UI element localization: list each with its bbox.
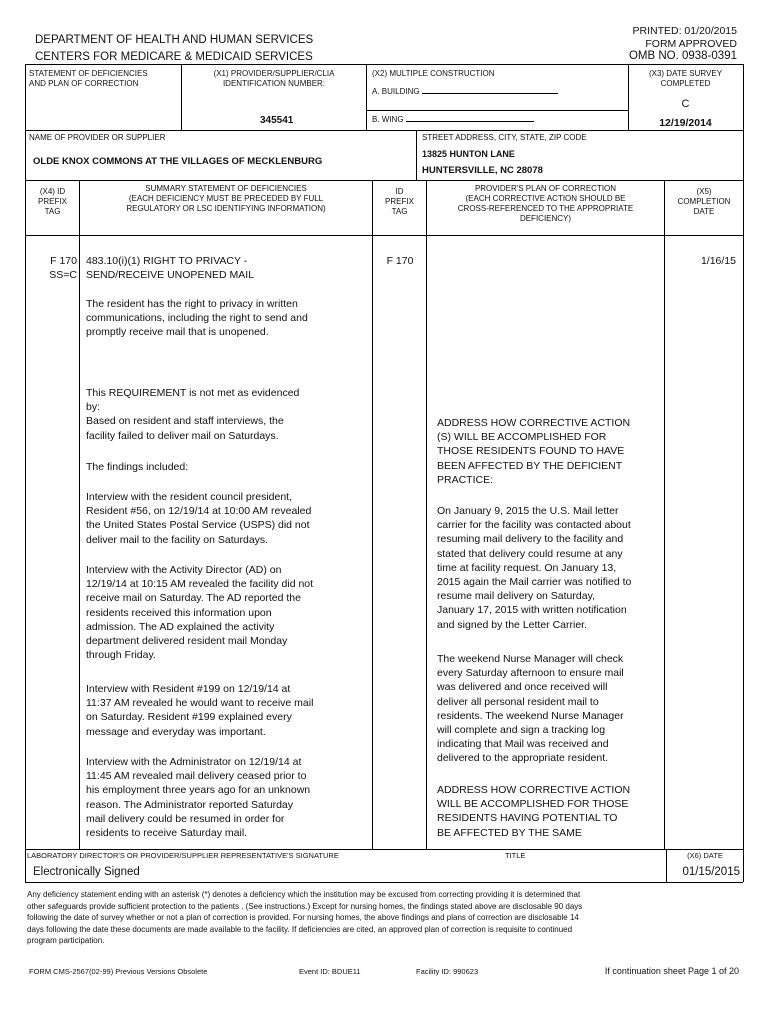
printed-date: PRINTED: 01/20/2015 (632, 25, 737, 37)
plan-para-4: ADDRESS HOW CORRECTIVE ACTION WILL BE ACCOMPLISHED FOR THOSE RESIDENTS HAVING POTENTIAL TO BE AFFECTED BY THE SAME (437, 784, 631, 839)
rule-top (25, 64, 743, 65)
survey-code: C (681, 98, 690, 110)
summary-para-4: Interview with the resident council president, Resident #56, on 12/19/14 at 10:00 AM revealed the United States Postal Service (USPS) did not deliver mail to the facility on Saturdays. (86, 491, 312, 546)
wing-field: B. WING (372, 115, 534, 125)
completion-date: 1/16/15 (700, 255, 736, 267)
rule-address (416, 130, 417, 180)
rule-col-id (426, 180, 427, 849)
plan-para-1: ADDRESS HOW CORRECTIVE ACTION (S) WILL BE ACCOMPLISHED FOR THOSE RESIDENTS FOUND TO HAVE BEEN AFFECTED BY THE DEFICIENT PRACTICE: (437, 417, 631, 486)
survey-completed-label: (X3) DATE SURVEY COMPLETED (648, 69, 723, 88)
summary-para-3: The findings included: (86, 461, 189, 473)
summary-para-7: Interview with the Administrator on 12/19/14 at 11:45 AM revealed mail delivery ceased prior to his employment three years ago for an unknown reason. The Administrator reported Saturday mail delivery could be resumed in order for residents to receive Saturday mail. (86, 756, 311, 840)
rule-x1 (181, 64, 182, 130)
col-header-id-tag: ID PREFIX TAG (385, 187, 414, 216)
summary-para-5: Interview with the Activity Director (AD) on 12/19/14 at 10:15 AM revealed the facility did not receive mail on Saturday. The AD reported the residents received this information upon admission. The AD explained the activity department delivered resident mail Monday through Friday. (86, 564, 314, 662)
plan-para-2: On January 9, 2015 the U.S. Mail letter carrier for the facility was contacted about resuming mail delivery to the facility and stated that delivery could resume at any time at facility request. On January 13, 2015 again the Mail carrier was notified to resume mail delivery on Saturday, January 17, 2015 with written notification and signed by the Letter Carrier. (437, 505, 632, 631)
rule-signature-top (25, 849, 743, 850)
survey-date: 12/19/2014 (659, 117, 712, 129)
provider-name: OLDE KNOX COMMONS AT THE VILLAGES OF MECKLENBURG (33, 156, 323, 167)
col-header-summary: SUMMARY STATEMENT OF DEFICIENCIES (EACH DEFICIENCY MUST BE PRECEDED BY FULL REGULATORY OR LSC IDENTIFYING INFORMATION) (126, 184, 326, 213)
disclosure-notice: Any deficiency statement ending with an asterisk (*) denotes a deficiency which the institution may be excused from correcting providing it is determined that other safeguards provide sufficient protection to the patients . (See instructions.) Except for nursing homes, the findings stated above are disclosable 90 days following the date of survey whether or not a plan of correction is provided. For nursing homes, the above findings and plans of correction are disclosable 14 days following the date these documents are made available to the facility. If deficiencies are cited, an approved plan of correction is requisite to continued program participation. (27, 890, 583, 946)
city-state-zip: HUNTERSVILLE, NC 28078 (422, 165, 543, 176)
plan-id-tag: F 170 (386, 255, 414, 267)
event-id: Event ID: BDUE11 (299, 967, 361, 976)
col-header-completion: (X5) COMPLETION DATE (677, 187, 731, 216)
title-label: TITLE (505, 851, 526, 860)
summary-para-2: This REQUIREMENT is not met as evidenced by: Based on resident and staff interviews, the facility failed to deliver mail on Saturdays. (86, 387, 300, 442)
building-field: A. BUILDING (372, 87, 558, 97)
signature-date: 01/15/2015 (682, 866, 740, 878)
deficiency-tag: F 170 SS=C (49, 255, 77, 282)
omb-number: OMB NO. 0938-0391 (628, 50, 737, 62)
signature-date-label: (X6) DATE (687, 851, 723, 860)
multiple-construction-label: (X2) MULTIPLE CONSTRUCTION (372, 69, 495, 78)
rule-col-summary (372, 180, 373, 849)
rule-sig-date (666, 849, 667, 882)
provider-label: NAME OF PROVIDER OR SUPPLIER (29, 133, 166, 142)
page-number: If continuation sheet Page 1 of 20 (604, 966, 739, 976)
form-number: FORM CMS-2567(02-99) Previous Versions Obsolete (29, 967, 208, 976)
rule-left (25, 64, 26, 882)
rule-right (743, 64, 744, 882)
facility-id: Facility ID: 990623 (416, 967, 479, 976)
col-header-x4-tag: (X4) ID PREFIX TAG (38, 187, 67, 216)
deficiency-title: 483.10(i)(1) RIGHT TO PRIVACY - SEND/RECEIVE UNOPENED MAIL (86, 255, 255, 282)
summary-para-1: The resident has the right to privacy in written communications, including the right to send and promptly receive mail that is unopened. (86, 298, 308, 339)
x1-label: (X1) PROVIDER/SUPPLIER/CLIA IDENTIFICATION NUMBER: (213, 69, 335, 88)
department-name: DEPARTMENT OF HEALTH AND HUMAN SERVICES (35, 34, 314, 46)
address-label: STREET ADDRESS, CITY, STATE, ZIP CODE (422, 133, 587, 142)
rule-col-plan (664, 180, 665, 849)
rule-signature-bottom (25, 882, 743, 883)
wing-blank (406, 121, 534, 122)
rule-colheads-top (25, 180, 743, 181)
rule-col-tag (79, 180, 80, 849)
signature-value: Electronically Signed (33, 866, 140, 878)
plan-para-3: The weekend Nurse Manager will check every Saturday afternoon to ensure mail was delivered and once received will deliver all personal resident mail to residents. The weekend Nurse Manager will complete and sign a tracking log indicating that Mail was received and delivered to the appropriate resident. (437, 653, 624, 765)
rule-colheads-bottom (25, 235, 743, 236)
provider-id-number: 345541 (260, 115, 294, 126)
rule-x3 (628, 64, 629, 130)
rule-wing (366, 110, 628, 111)
rule-x2 (366, 64, 367, 130)
col-header-plan: PROVIDER'S PLAN OF CORRECTION (EACH CORRECTIVE ACTION SHOULD BE CROSS-REFERENCED TO THE APPROPRIATE DEFICIENCY) (457, 184, 634, 223)
street-address: 13825 HUNTON LANE (422, 149, 515, 159)
agency-name: CENTERS FOR MEDICARE & MEDICAID SERVICES (35, 51, 313, 63)
building-blank (422, 93, 558, 94)
signature-label: LABORATORY DIRECTOR'S OR PROVIDER/SUPPLIER REPRESENTATIVE'S SIGNATURE (27, 851, 339, 860)
summary-para-6: Interview with Resident #199 on 12/19/14 at 11:37 AM revealed he would want to receive mail on Saturday. Resident #199 explained every message and everyday was important. (86, 683, 314, 738)
statement-label: STATEMENT OF DEFICIENCIES AND PLAN OF CORRECTION (29, 69, 148, 88)
form-approved: FORM APPROVED (645, 38, 737, 50)
rule-provider (25, 130, 743, 131)
